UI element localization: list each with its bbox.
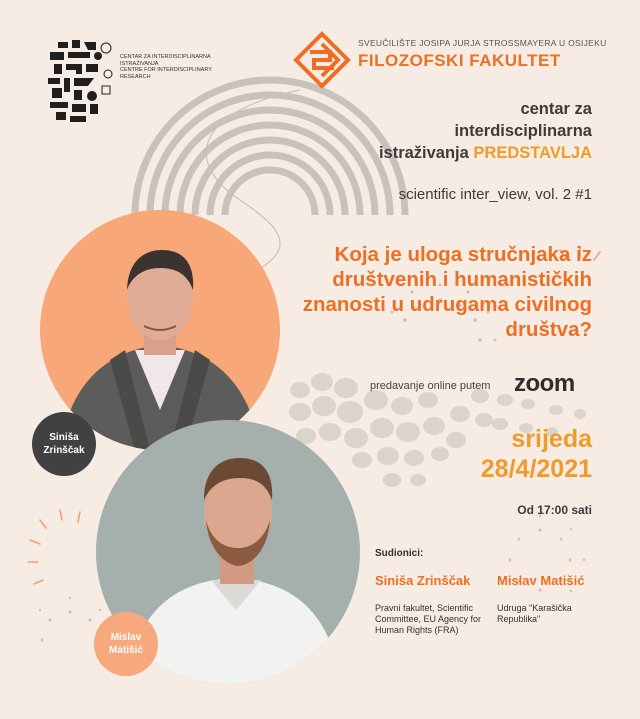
faculty-logo xyxy=(292,30,352,90)
intro-line3-wrap xyxy=(379,142,592,164)
participants-heading: Sudionici: xyxy=(375,548,424,559)
intro-line3: istraživanja xyxy=(378,144,469,162)
presenter-intro xyxy=(379,98,592,164)
faculty-name: FILOZOFSKI FAKULTET xyxy=(358,51,561,70)
university-name: SVEUČILIŠTE JOSIPA JURJA STROSSMAYERA U OSIJEKU xyxy=(358,38,607,48)
cis-text-en: CENTRE FOR INTERDISCIPLINARY RESEARCH xyxy=(120,67,212,80)
participant2-affiliation: Udruga "Karašička Republika" xyxy=(497,603,572,624)
event-day: srijeda xyxy=(511,425,592,453)
zoom-logo: zoom xyxy=(514,370,575,397)
event-date: 28/4/2021 xyxy=(480,455,592,483)
cis-text-hr: CENTAR ZA INTERDISCIPLINARNA ISTRAŽIVANJA xyxy=(120,54,211,67)
intro-line1: centar za xyxy=(520,100,592,118)
series-title: scientific inter_view, vol. 2 #1 xyxy=(398,186,592,203)
intro-highlight: PREDSTAVLJA xyxy=(473,144,592,162)
event-time: Od 17:00 sati xyxy=(517,503,592,517)
cis-logo-text xyxy=(120,54,215,80)
participant1-name: Siniša Zrinščak xyxy=(375,573,471,588)
lecture-question: Koja je uloga stručnjaka iz društvenih i humanističkih znanosti u udrugama civilnog društva? xyxy=(302,243,592,341)
participant2-name: Mislav Matišić xyxy=(497,573,585,588)
cis-logo xyxy=(44,38,124,128)
participant1-affiliation: Pravni fakultet, Scientific Committee, EU Agency for Human Rights (FRA) xyxy=(375,603,482,635)
speaker2-badge: Mislav Matišić xyxy=(94,612,158,676)
intro-line2: interdisciplinarna xyxy=(454,122,592,140)
speaker1-badge: Siniša Zrinščak xyxy=(32,412,96,476)
online-label: predavanje online putem xyxy=(370,380,491,392)
